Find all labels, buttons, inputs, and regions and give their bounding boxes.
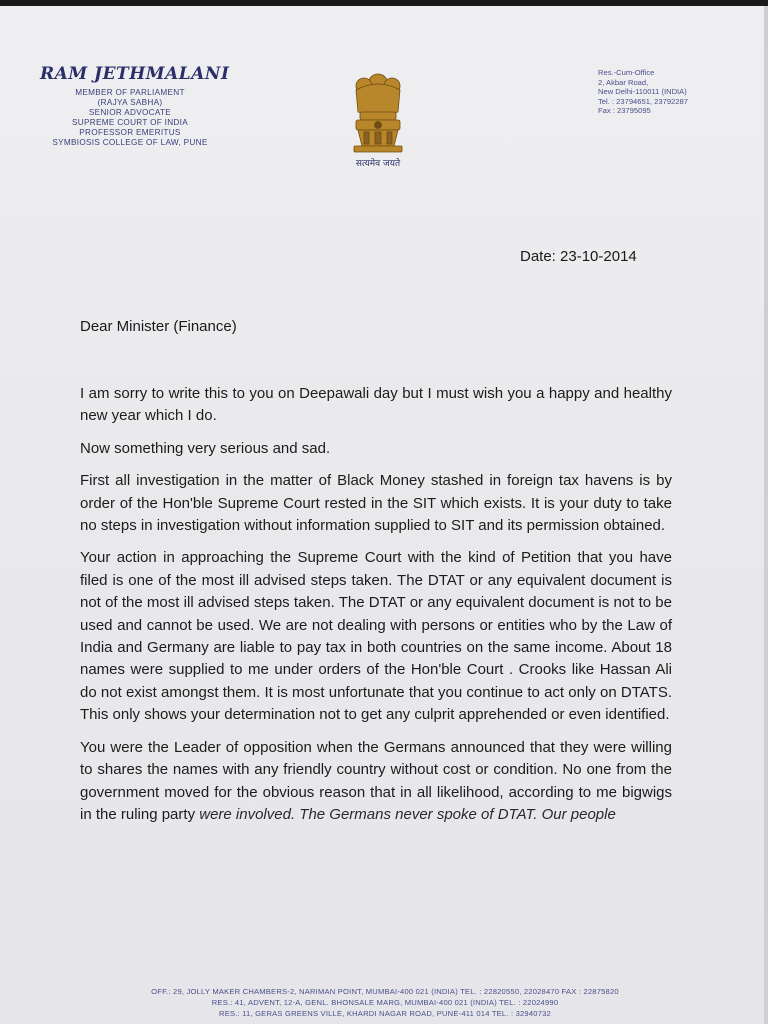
address-line: New Delhi-110011 (INDIA): [598, 87, 687, 97]
salutation: Dear Minister (Finance): [80, 318, 237, 335]
body-paragraph-main: You were the Leader of opposition when the Germans announced that they were willing to shares the names with any friendly country without cost or condition. No one from the government moved for the obvious reason that in all likelihood, according to me bigwigs in the ruling party: [80, 738, 672, 823]
body-paragraph: First all investigation in the matter of Black Money stashed in foreign tax havens is by order of the Hon'ble Supreme Court rested in the SIT which exists. It is your duty to take no steps in investigation without information supplied to SIT and its permission obtained.: [80, 472, 672, 535]
letterhead-address: [598, 68, 748, 116]
letterhead-credentials: [20, 88, 240, 148]
body-paragraph-last: [80, 737, 672, 827]
address-line: Fax : 23795095: [598, 106, 651, 116]
emblem-motto: सत्यमेव जयते: [355, 159, 401, 169]
letter-body: [80, 383, 672, 826]
credential-line: SENIOR ADVOCATE: [88, 108, 172, 117]
address-line: 2, Akbar Road,: [598, 77, 649, 87]
credential-line: SUPREME COURT OF INDIA: [72, 118, 188, 127]
footer-line: OFF.: 29, JOLLY MAKER CHAMBERS-2, NARIMAN POINT, MUMBAI-400 021 (INDIA) TEL. : 22820550, 22028470 FAX : 22875820: [151, 987, 619, 996]
body-paragraph: Your action in approaching the Supreme Court with the kind of Petition that you have filed is one of the most ill advised steps taken. The DTAT or any equivalent document is not of the most ill advised steps taken. The DTAT or any equivalent document is not to be used and cannot be used. We are not dealing with persons or entities who by the Law of India and Germany are liable to pay tax in both countries on the same income. About 18 names were supplied to me under orders of the Hon'ble Court . Crooks like Hassan Ali do not exist amongst them. It is most unfortunate that you continue to act only on DTATS. This only shows your determination not to get any culprit apprehended or even identified.: [80, 549, 672, 724]
address-line: Tel. : 23794651, 23792287: [598, 96, 688, 106]
body-paragraph: Now something very serious and sad.: [80, 439, 331, 457]
letter-page: [0, 6, 768, 1024]
letter-date: Date: 23-10-2014: [520, 248, 637, 265]
letterhead-name: RAM JETHMALANI: [40, 64, 230, 84]
address-line: Res.-Cum-Office: [598, 68, 655, 77]
credential-line: (RAJYA SABHA): [97, 98, 163, 107]
footer-line: RES.: 11, GERAS GREENS VILLE, KHARDI NAGAR ROAD, PUNE-411 014 TEL. : 32940732: [219, 1009, 551, 1018]
footer-line: RES.: 41, ADVENT, 12-A, GENL. BHONSALE MARG, MUMBAI-400 021 (INDIA) TEL. : 22024990: [211, 998, 559, 1007]
scan-edge: [764, 6, 768, 1024]
body-paragraph-tail: were involved. The Germans never spoke of DTAT. Our people: [199, 805, 616, 823]
body-paragraph: I am sorry to write this to you on Deepawali day but I must wish you a happy and healthy new year which I do.: [80, 385, 672, 425]
credential-line: PROFESSOR EMERITUS: [79, 128, 181, 137]
letterhead-footer: [40, 986, 730, 1019]
credential-line: SYMBIOSIS COLLEGE OF LAW, PUNE: [52, 138, 208, 147]
credential-line: MEMBER OF PARLIAMENT: [75, 88, 185, 97]
